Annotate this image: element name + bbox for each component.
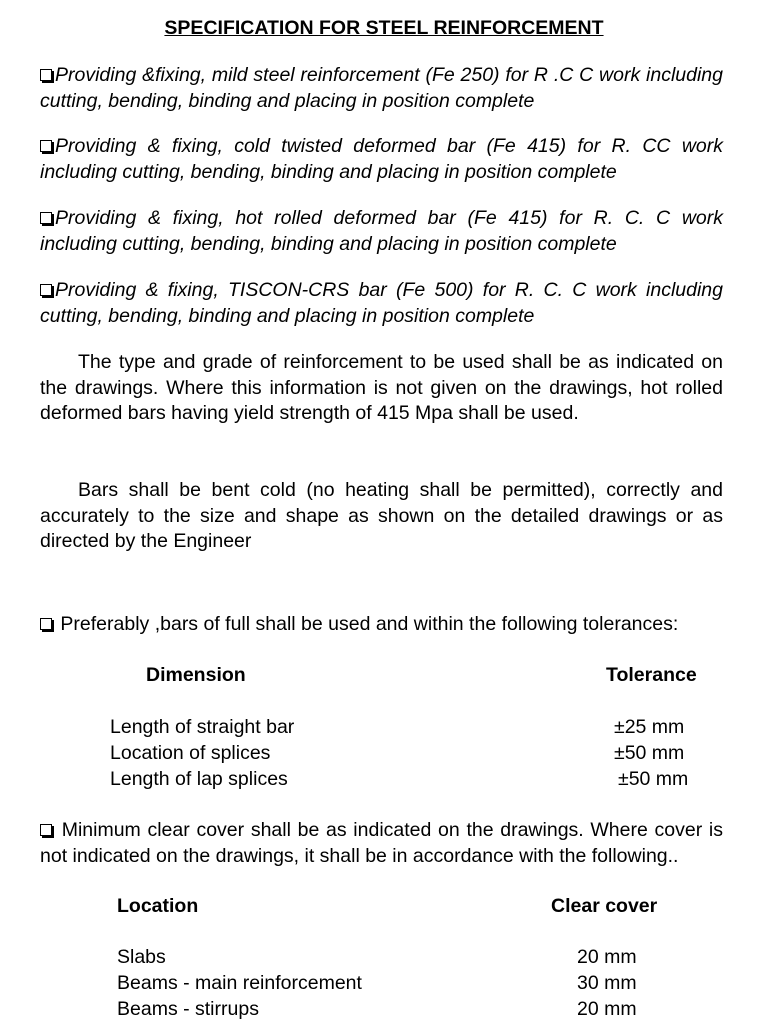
body-paragraph-text: Bars shall be bent cold (no heating shall be permitted), correctly and accurately to the size and shape as shown on the detailed drawings or as directed by the Engineer — [40, 479, 723, 552]
cover-location-cell: Slabs — [117, 946, 166, 968]
cover-header-location: Location — [117, 895, 199, 917]
checkbox-bullet-icon — [40, 824, 52, 836]
tolerance-note-text: Preferably ,bars of full shall be used and within the following tolerances: — [55, 613, 679, 635]
spec-item — [40, 134, 723, 185]
cover-value-cell: 20 mm — [577, 998, 637, 1020]
tolerance-dimension-cell: Length of straight bar — [110, 716, 295, 738]
cover-note — [40, 818, 723, 869]
spec-item — [40, 278, 723, 329]
checkbox-bullet-icon — [40, 618, 52, 630]
body-paragraph-text: The type and grade of reinforcement to be used shall be as indicated on the drawings. Where this information is not given on the drawings, hot rolled deformed bars having yield strength of 415 Mpa shall be used. — [40, 351, 723, 424]
spec-item-text: Providing & fixing, TISCON-CRS bar (Fe 500) for R. C. C work including cutting, bending, binding and placing in position complete — [40, 279, 723, 327]
spec-item-text: Providing & fixing, hot rolled deformed bar (Fe 415) for R. C. C work including cutting, bending, binding and placing in position complete — [40, 207, 723, 255]
tolerance-header-dimension: Dimension — [146, 664, 246, 686]
tolerance-dimension-cell: Length of lap splices — [110, 768, 288, 790]
page-title: SPECIFICATION FOR STEEL REINFORCEMENT — [164, 17, 604, 39]
tolerance-dimension-cell: Location of splices — [110, 742, 271, 764]
checkbox-bullet-icon — [40, 140, 52, 152]
cover-value-cell: 20 mm — [577, 946, 637, 968]
spec-item-text: Providing & fixing, cold twisted deformed bar (Fe 415) for R. CC work including cutting, bending, binding and placing in position complete — [40, 135, 723, 183]
cover-note-text: Minimum clear cover shall be as indicated on the drawings. Where cover is not indicated on the drawings, it shall be in accordance with the following.. — [40, 819, 723, 867]
tolerance-value-cell: ±50 mm — [614, 742, 685, 764]
tolerance-note — [40, 612, 723, 638]
cover-value-cell: 30 mm — [577, 972, 637, 994]
tolerance-value-cell: ±25 mm — [614, 716, 685, 738]
spec-item — [40, 63, 723, 114]
cover-location-cell: Beams - stirrups — [117, 998, 259, 1020]
cover-header-clear-cover: Clear cover — [551, 895, 658, 917]
checkbox-bullet-icon — [40, 69, 52, 81]
checkbox-bullet-icon — [40, 284, 52, 296]
spec-item — [40, 206, 723, 257]
body-paragraph — [40, 478, 723, 555]
tolerance-header-tolerance: Tolerance — [606, 664, 697, 686]
cover-location-cell: Beams - main reinforcement — [117, 972, 362, 994]
body-paragraph — [40, 350, 723, 427]
spec-item-text: Providing &fixing, mild steel reinforcement (Fe 250) for R .C C work including cutting, bending, binding and placing in position complete — [40, 64, 723, 112]
tolerance-value-cell: ±50 mm — [618, 768, 689, 790]
checkbox-bullet-icon — [40, 212, 52, 224]
